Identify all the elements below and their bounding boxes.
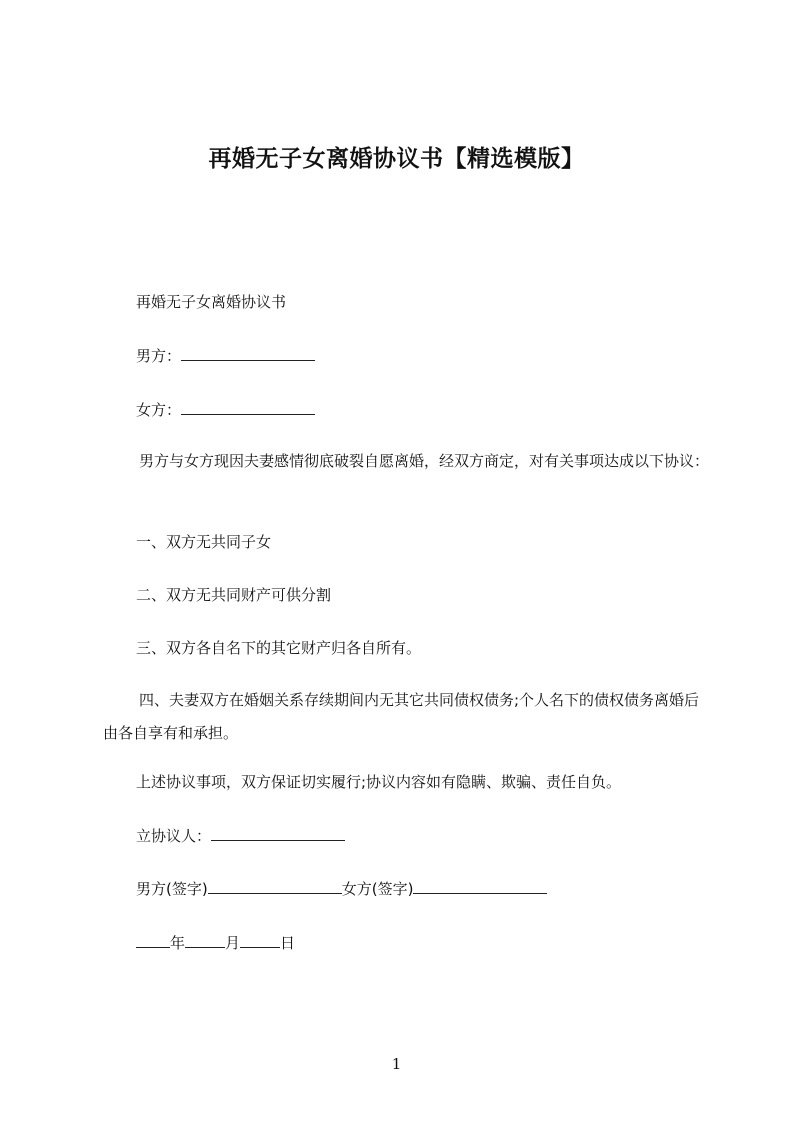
male-signature-label: 男方(签字) [136, 880, 208, 898]
female-signature-blank [413, 877, 547, 894]
intro-paragraph: 男方与女方现因夫妻感情彻底破裂自愿离婚，经双方商定，对有关事项达成以下协议： [139, 452, 710, 470]
date-year-label: 年 [170, 934, 186, 952]
female-party-line [136, 398, 315, 421]
signer-line [136, 824, 345, 847]
month-blank [185, 931, 225, 948]
clause-1: 一、双方无共同子女 [136, 533, 272, 551]
document-subtitle: 再婚无子女离婚协议书 [136, 293, 287, 311]
signer-blank [211, 824, 345, 841]
female-party-label: 女方： [136, 401, 182, 419]
date-month-label: 月 [225, 934, 241, 952]
female-party-blank [181, 398, 315, 415]
day-blank [240, 931, 280, 948]
date-day-label: 日 [280, 934, 296, 952]
signature-line [136, 877, 547, 900]
clause-2: 二、双方无共同财产可供分割 [136, 586, 332, 604]
year-blank [136, 931, 170, 948]
date-line [136, 931, 295, 954]
clause-3: 三、双方各自名下的其它财产归各自所有。 [136, 639, 422, 657]
document-title: 再婚无子女离婚协议书【精选模版】 [208, 146, 585, 172]
guarantee-paragraph: 上述协议事项，双方保证切实履行;协议内容如有隐瞒、欺骗、责任自负。 [136, 773, 622, 791]
male-party-line [136, 344, 315, 367]
male-party-label: 男方： [136, 347, 182, 365]
clause-4: 四、夫妻双方在婚姻关系存续期间内无其它共同债权债务;个人名下的债权债务离婚后由各自享有和承担。 [103, 691, 700, 742]
male-signature-blank [208, 877, 342, 894]
signer-label: 立协议人： [136, 827, 212, 845]
female-signature-label: 女方(签字) [341, 880, 414, 898]
male-party-blank [181, 344, 315, 361]
page-number: 1 [391, 1055, 402, 1073]
